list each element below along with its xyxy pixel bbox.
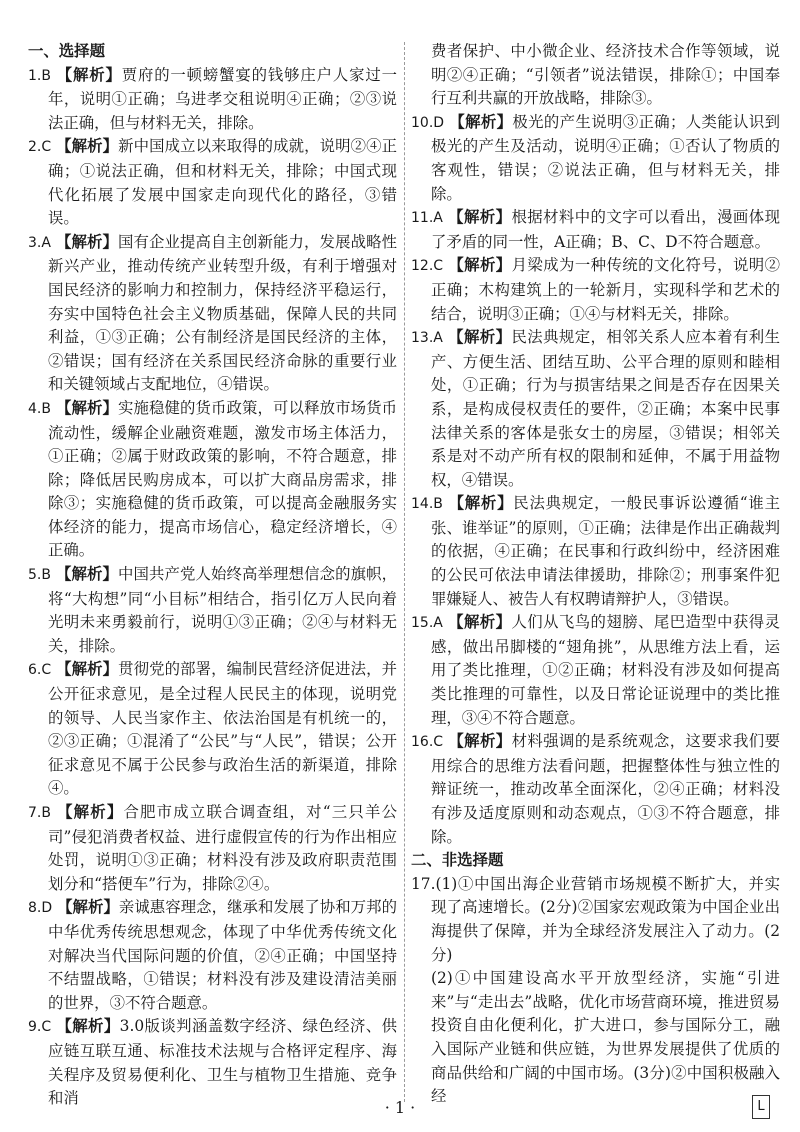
answer-text: 贯彻党的部署，编制民营经济促进法，并公开征求意见，是全过程人民民主的体现，说明党的领导、人民当家作主、依法治国是有机统一的，②③正确；①混淆了“公民”与“人民”，错误；公开征求意见不属于公民参与政治生活的新渠道，排除④。 [48, 660, 397, 798]
analysis-tag: 【解析】 [56, 65, 122, 84]
answer-text: 3.0版谈判涵盖数字经济、绿色经济、供应链互联互通、标准技术法规与合格评定程序、海关程序及贸易便利化、卫生与植物卫生措施、竞争和消 [48, 1017, 397, 1108]
answer-number: 6.C [28, 662, 52, 679]
analysis-tag: 【解析】 [57, 898, 119, 917]
right-answer-item [411, 254, 780, 326]
left-answer-item [28, 801, 397, 896]
analysis-tag: 【解析】 [55, 398, 119, 417]
answer-text: 根据材料中的文字可以看出，漫画体现了矛盾的同一性，A正确；B、C、D不符合题意。 [431, 208, 780, 251]
right-answer-item [411, 492, 780, 611]
analysis-tag: 【解析】 [448, 613, 512, 632]
answer-number: 14.B [411, 496, 443, 513]
answer-number: 8.D [28, 900, 53, 917]
answer-9-continued: 费者保护、中小微企业、经济技术合作等领域，说明②④正确；“引领者”说法错误，排除①；中国奉行互利共赢的开放战略，排除③。 [431, 42, 780, 108]
analysis-tag: 【解析】 [56, 660, 119, 679]
answer-number: 9.C [28, 1019, 52, 1036]
right-answer-item [411, 111, 780, 206]
answer-number: 11.A [411, 210, 443, 227]
answer-number: 5.B [28, 567, 51, 584]
answer-number: 1.B [28, 67, 51, 84]
answer-text: 民法典规定，一般民事诉讼遵循“谁主张、谁举证”的原则，①正确；法律是作出正确裁判的依据，④正确；在民事和行政纠纷中，经济困难的公民可依法申请法律援助，排除②；刑事案件犯罪嫌疑人、被告人有权聘请辩护人，③错误。 [431, 494, 780, 608]
answer-text: 民法典规定，相邻关系人应本着有利生产、方便生活、团结互助、公平合理的原则和睦相处，①正确；行为与损害结果之间是否存在因果关系，是构成侵权责任的要件，②正确；本案中民事法律关系的客体是张女士的房屋，③错误；相邻关系是对不动产所有权的限制和延伸，不属于用益物权，④错误。 [431, 328, 780, 489]
corner-mark: L [752, 1095, 770, 1119]
left-answer-item [28, 135, 397, 230]
left-answer-item [28, 896, 397, 1015]
left-answer-list [28, 64, 397, 1111]
analysis-tag: 【解析】 [56, 1017, 120, 1036]
right-answer-item [411, 206, 780, 254]
answer-text: 贾府的一顿螃蟹宴的钱够庄户人家过一年，说明①正确；乌进孝交租说明④正确；②③说法正确，但与材料无关，排除。 [48, 65, 397, 132]
answer-17-part1: 17.(1)①中国出海企业营销市场规模不断扩大，并实现了高速增长。(2分)②国家宏观政策为中国企业出海提供了保障，并为全球经济发展注入了动力。(2分) [411, 874, 780, 964]
right-answer-list [411, 111, 780, 849]
answer-number: 2.C [28, 139, 52, 156]
answer-number: 13.A [411, 330, 443, 347]
left-answer-item [28, 397, 397, 563]
left-answer-item [28, 64, 397, 136]
analysis-tag: 【解析】 [448, 208, 512, 227]
left-column [28, 40, 397, 1111]
left-answer-item [28, 231, 397, 397]
answer-text: 极光的产生说明③正确；人类能认识到极光的产生及活动，说明④正确；①否认了物质的客观性，错误；②说法正确，但与材料无关，排除。 [431, 112, 780, 203]
right-answer-item [411, 611, 780, 730]
right-answer-item [411, 730, 780, 849]
answer-number: 10.D [411, 114, 445, 131]
left-answer-item [28, 658, 397, 801]
left-answer-item [28, 563, 397, 658]
answer-text: 中国共产党人始终高举理想信念的旗帜，将“大构想”同“小目标”相结合，指引亿万人民向着光明未来勇毅前行，说明①③正确；②④与材料无关，排除。 [48, 565, 397, 655]
analysis-tag: 【解析】 [448, 256, 512, 275]
answer-number: 4.B [28, 400, 51, 417]
right-answer-item [411, 326, 780, 492]
analysis-tag: 【解析】 [448, 494, 514, 513]
answer-number: 16.C [411, 734, 444, 751]
answer-text: 材料强调的是系统观念，这要求我们要用综合的思维方法看问题，把握整体性与独立性的辩证统一，推动改革全面深化，②④正确；材料没有涉及适度原则和动态观点，①③不符合题意，排除。 [431, 732, 780, 846]
right-column [411, 40, 780, 1109]
section-title-nonchoice: 二、非选择题 [411, 851, 504, 870]
answer-text: 人们从飞鸟的翅膀、尾巴造型中获得灵感，做出吊脚楼的“翅角挑”，从思维方法上看，运用了类比推理，①②正确；材料没有涉及如何提高类比推理的可靠性，以及日常论证说理中的类比推理，③④不符合题意。 [431, 613, 780, 727]
left-answer-item [28, 1015, 397, 1110]
answer-text: 亲诚惠容理念，继承和发展了协和万邦的中华优秀传统思想观念，体现了中华优秀传统文化对解决当代国际问题的价值，②④正确；中国坚持不结盟战略，①错误；材料没有涉及建设清洁美丽的世界，③不符合题意。 [48, 898, 397, 1012]
analysis-tag: 【解析】 [55, 232, 118, 251]
analysis-tag: 【解析】 [448, 732, 512, 751]
answer-number: 7.B [28, 805, 51, 821]
analysis-tag: 【解析】 [57, 803, 124, 821]
analysis-tag: 【解析】 [56, 137, 119, 156]
answer-17-part2: (2)①中国建设高水平开放型经济，实施“引进来”与“走出去”战略，优化市场营商环境，推进贸易投资自由化便利化，扩大进口，参与国际分工，融入国际产业链和供应链，为世界发展提供了优质的商品供给和广阔的中国市场。(3分)②中国积极融入经 [431, 969, 780, 1106]
answer-number: 15.A [411, 615, 443, 632]
answer-text: 新中国成立以来取得的成就，说明②④正确；①说法正确，但和材料无关，排除；中国式现代化拓展了发展中国家走向现代化的路径，③错误。 [48, 137, 397, 228]
analysis-tag: 【解析】 [55, 565, 119, 584]
section-title-choice: 一、选择题 [28, 42, 105, 60]
answer-text: 国有企业提高自主创新能力，发展战略性新兴产业，推动传统产业转型升级，有利于增强对国民经济的影响力和控制力，保持经济平稳运行，夯实中国特色社会主义物质基础，保障人民的共同利益，①③正确；公有制经济是国民经济的主体，②错误；国有经济在关系国民经济命脉的重要行业和关键领域占支配地位，④错误。 [48, 232, 397, 394]
answer-number: 3.A [28, 234, 51, 251]
answer-text: 合肥市成立联合调查组，对“三只羊公司”侵犯消费者权益、进行虚假宣传的行为作出相应处罚，说明①③正确；材料没有涉及政府职责范围划分和“搭便车”行为，排除②④。 [48, 803, 397, 893]
analysis-tag: 【解析】 [449, 112, 513, 131]
answer-text: 月梁成为一种传统的文化符号，说明②正确；木构建筑上的一轮新月，实现科学和艺术的结合，说明③正确；①④与材料无关，排除。 [431, 256, 780, 323]
answer-number: 12.C [411, 258, 444, 275]
answer-text: 实施稳健的货币政策，可以释放市场货币流动性，缓解企业融资难题，激发市场主体活力，①正确；②属于财政政策的影响，不符合题意，排除；降低居民购房成本，可以扩大商品房需求，排除③；实施稳健的货币政策，可以提高金融服务实体经济的能力，提高市场信心，稳定经济增长，④正确。 [48, 398, 397, 560]
analysis-tag: 【解析】 [448, 328, 512, 347]
page-number: · 1 · [384, 1098, 416, 1117]
column-divider [404, 42, 405, 1102]
